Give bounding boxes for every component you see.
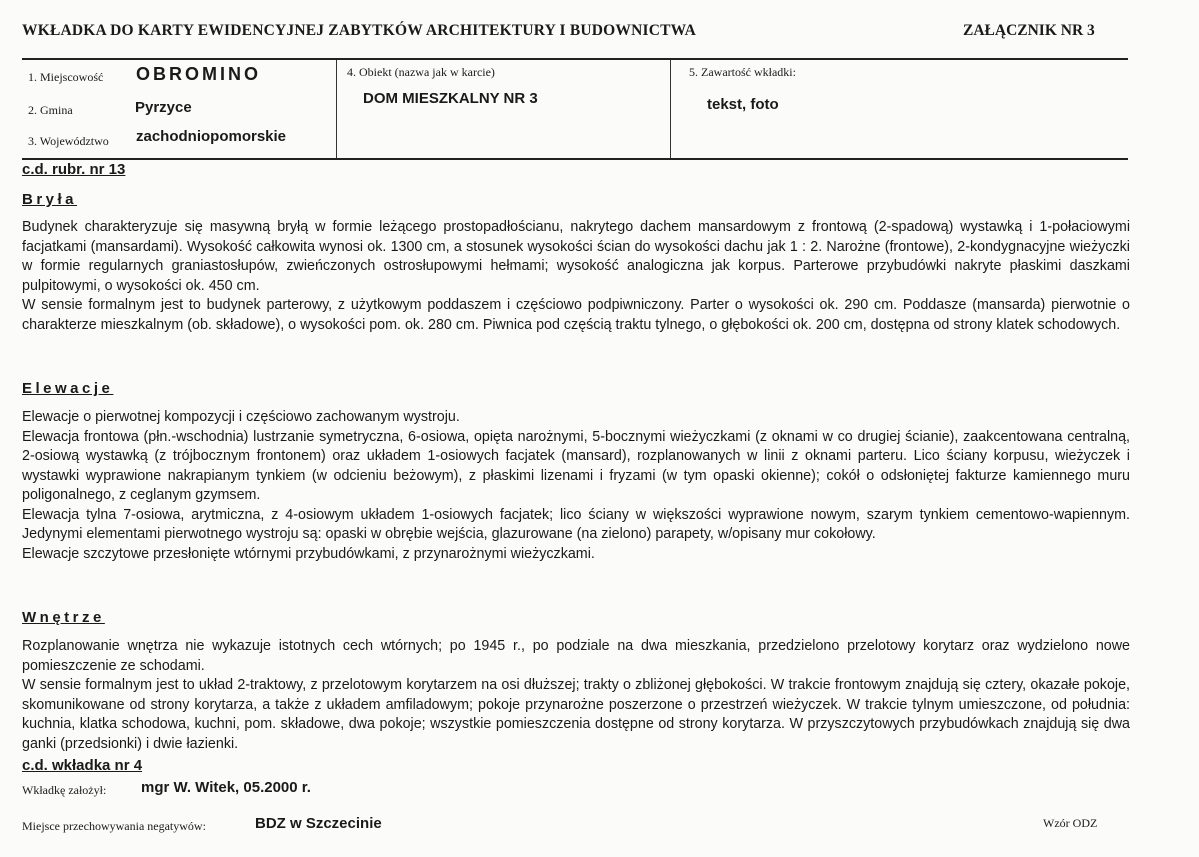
section-heading-bryla: Bryła [22,191,78,208]
divider [670,60,671,158]
voivodeship-value: zachodniopomorskie [136,128,287,145]
voivodeship-label: 3. Województwo [28,134,109,148]
paragraph: W sensie formalnym jest to budynek parterowy, z użytkowym poddaszem i częściowo podpiwniczony. Parter o wysokości ok. 290 cm. Poddasze (mansarda) pierwotnie o charakterze mieszkalnym (ob. składowe), o wysokości pom. ok. 280 cm. Piwnica pod częścią traktu tylnego, o głębokości ok. 200 cm, dostępna od strony klatek schodowych. [22,297,1130,333]
section-body-bryla [22,218,1130,335]
object-value: DOM MIESZKALNY NR 3 [363,90,538,107]
paragraph: Elewacje o pierwotnej kompozycji i częściowo zachowanym wystroju. [22,409,460,425]
commune-value: Pyrzyce [135,99,192,116]
contents-label: 5. Zawartość wkładki: [689,65,796,79]
continuation-label: c.d. rubr. nr 13 [22,161,126,178]
form-header-box [22,58,1128,160]
storage-value: BDZ w Szczecinie [255,815,382,832]
section-heading-wnetrze: Wnętrze [22,609,105,626]
object-label: 4. Obiekt (nazwa jak w karcie) [347,65,495,79]
section-body-elewacje [22,408,1130,564]
author-label: Wkładkę założył: [22,783,107,797]
divider [336,60,337,158]
author-value: mgr W. Witek, 05.2000 r. [141,779,311,796]
locality-value: OBROMINO [136,64,261,84]
document-title: WKŁADKA DO KARTY EWIDENCYJNEJ ZABYTKÓW ARCHITEKTURY I BUDOWNICTWA [22,22,697,39]
paragraph: Rozplanowanie wnętrza nie wykazuje istotnych cech wtórnych; po 1945 r., po podziale na dwa mieszkania, przedzielono przelotowy korytarz oraz wydzielono nowe pomieszczenie ze schodami. [22,638,1130,674]
template-label: Wzór ODZ [1043,816,1098,830]
paragraph: Budynek charakteryzuje się masywną bryłą w formie leżącego prostopadłościanu, nakrytego dachem mansardowym z frontową (2-spadową) wystawką i 1-połaciowymi facjatkami (mansardami). Wysokość całkowita wynosi ok. 1300 cm, a stosunek wysokości ścian do wysokości dachu jak 1 : 2. Narożne (frontowe), 2-kondygnacyjne wieżyczki w formie regularnych graniastosłupów, zwieńczonych ostrosłupowymi hełmami; wysokość analogiczna jak korpus. Parterowe przybudówki nakryte płaskimi daszkami pulpitowymi, o wysokości ok. 450 cm. [22,219,1130,294]
section-body-wnetrze [22,637,1130,754]
annex-label: ZAŁĄCZNIK NR 3 [963,22,1095,39]
continuation-insert: c.d. wkładka nr 4 [22,757,143,774]
paragraph: Elewacja frontowa (płn.-wschodnia) lustrzanie symetryczna, 6-osiowa, opięta narożnymi, 5-bocznymi wieżyczkami (z oknami w co drugiej ścianie), zaakcentowana centralną, 2-osiową wystawką (z trójbocznym frontonem) oraz układem 1-osiowych facjatek (mansard), rozplanowanych w linii z oknami parteru. Lico ściany korpusu, wieżyczek i wystawki wyprawione nakrapianym tynkiem (w odcieniu beżowym), z płaskimi lizenami i fryzami (w tym opaski okienne); cokół o odsłoniętej fakturze kamiennego muru poligonalnego, z ceglanym gzymsem. [22,428,1130,503]
paragraph: Elewacja tylna 7-osiowa, arytmiczna, z 4-osiowym układem 1-osiowych facjatek; lico ściany w większości wyprawione nowym, szarym tynkiem cementowo-wapiennym. Jedynymi elementami pierwotnego wystroju są: opaski w obrębie wejścia, glazurowane (na zielono) parapety, w/opisany mur cokołowy. [22,506,1130,542]
section-heading-elewacje: Elewacje [22,380,114,397]
paragraph: W sensie formalnym jest to układ 2-traktowy, z przelotowym korytarzem na osi dłuższej; trakty o zbliżonej głębokości. W trakcie frontowym znajdują się cztery, okazałe pokoje, skomunikowane od strony korytarza, a także z układem amfiladowym; pokoje przynarożne poszerzone o przestrzeń wieżyczek. W trakcie tylnym umieszczone, od południa: kuchnia, klatka schodowa, kuchni, pom. składowe, dwa pokoje; wszystkie pomieszczenia dostępne od strony korytarza. W przyszczytowych przybudówkach znajdują się dwa ganki (przedsionki) i dwie łazienki. [22,677,1130,752]
commune-label: 2. Gmina [28,103,73,117]
paragraph: Elewacje szczytowe przesłonięte wtórnymi przybudówkami, z przynarożnymi wieżyczkami. [22,545,595,562]
storage-label: Miejsce przechowywania negatywów: [22,819,206,833]
contents-value: tekst, foto [707,96,779,113]
locality-label: 1. Miejscowość [28,70,104,84]
